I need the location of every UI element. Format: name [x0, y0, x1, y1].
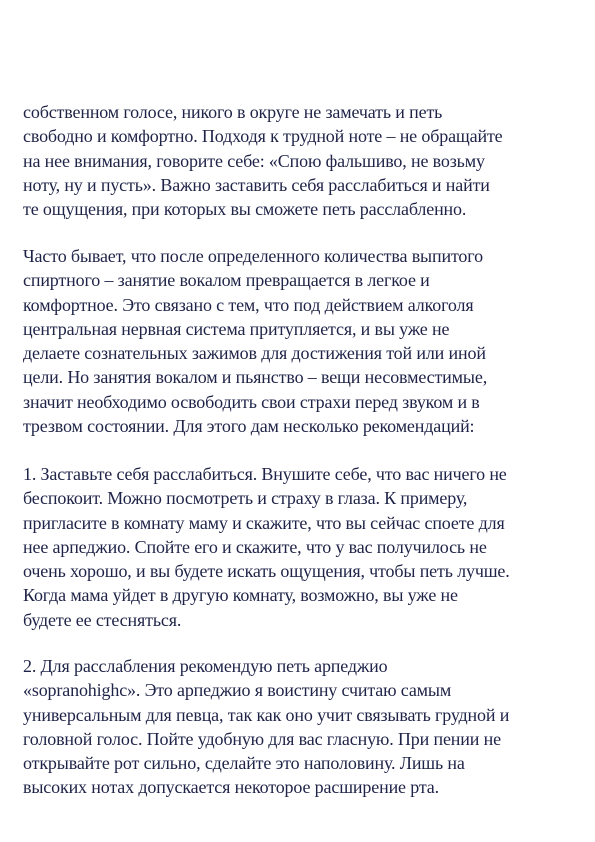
text-line: Часто бывает, что после определенного количества выпитого	[23, 246, 483, 266]
text-line: собственном голосе, никого в округе не замечать и петь	[23, 102, 443, 122]
text-line: ноту, ну и пусть». Важно заставить себя расслабиться и найти	[23, 174, 490, 195]
paragraph-1	[23, 100, 583, 221]
text-line: трезвом состоянии. Для этого дам несколько рекомендаций:	[23, 416, 475, 437]
text-line: будете ее стесняться.	[23, 609, 182, 630]
text-line: пригласите в комнату маму и скажите, что вы сейчас споете для	[23, 512, 505, 533]
text-line: очень хорошо, и вы будете искать ощущения, чтобы петь лучше.	[23, 561, 510, 582]
text-line: свободно и комфортно. Подходя к трудной ноте – не обращайте	[23, 126, 503, 147]
text-line: 2. Для расслабления рекомендую петь арпеджио	[23, 656, 388, 676]
text-line: открывайте рот сильно, сделайте это наполовину. Лишь на	[23, 753, 465, 774]
text-line: универсальным для певца, так как оно учит связывать грудной и	[23, 704, 510, 725]
text-line: «sopranohighc». Это арпеджио я воистину считаю самым	[23, 680, 452, 701]
paragraph-2	[23, 244, 583, 438]
text-line: центральная нервная система притупляется, и вы уже не	[23, 318, 450, 339]
text-line: делаете сознательных зажимов для достижения той или иной	[23, 343, 486, 364]
text-line: 1. Заставьте себя расслабиться. Внушите себе, что вас ничего не	[23, 464, 507, 484]
text-line: нее арпеджио. Спойте его и скажите, что у вас получилось не	[23, 536, 487, 557]
text-line: беспокоит. Можно посмотреть и страху в глаза. К примеру,	[23, 488, 468, 509]
text-line: на нее внимания, говорите себе: «Спою фальшиво, не возьму	[23, 150, 485, 171]
paragraph-3	[23, 462, 583, 632]
text-line: спиртного – занятие вокалом превращается в легкое и	[23, 270, 430, 291]
text-line: Когда мама уйдет в другую комнату, возможно, вы уже не	[23, 585, 458, 606]
text-line: те ощущения, при которых вы сможете петь расслабленно.	[23, 199, 467, 220]
text-line: значит необходимо освободить свои страхи перед звуком и в	[23, 391, 480, 412]
paragraph-4	[23, 654, 583, 800]
text-line: цели. Но занятия вокалом и пьянство – вещи несовместимые,	[23, 367, 488, 388]
text-line: головной голос. Пойте удобную для вас гласную. При пении не	[23, 728, 501, 749]
text-line: комфортное. Это связано с тем, что под действием алкоголя	[23, 294, 474, 315]
text-line: высоких нотах допускается некоторое расширение рта.	[23, 777, 439, 798]
